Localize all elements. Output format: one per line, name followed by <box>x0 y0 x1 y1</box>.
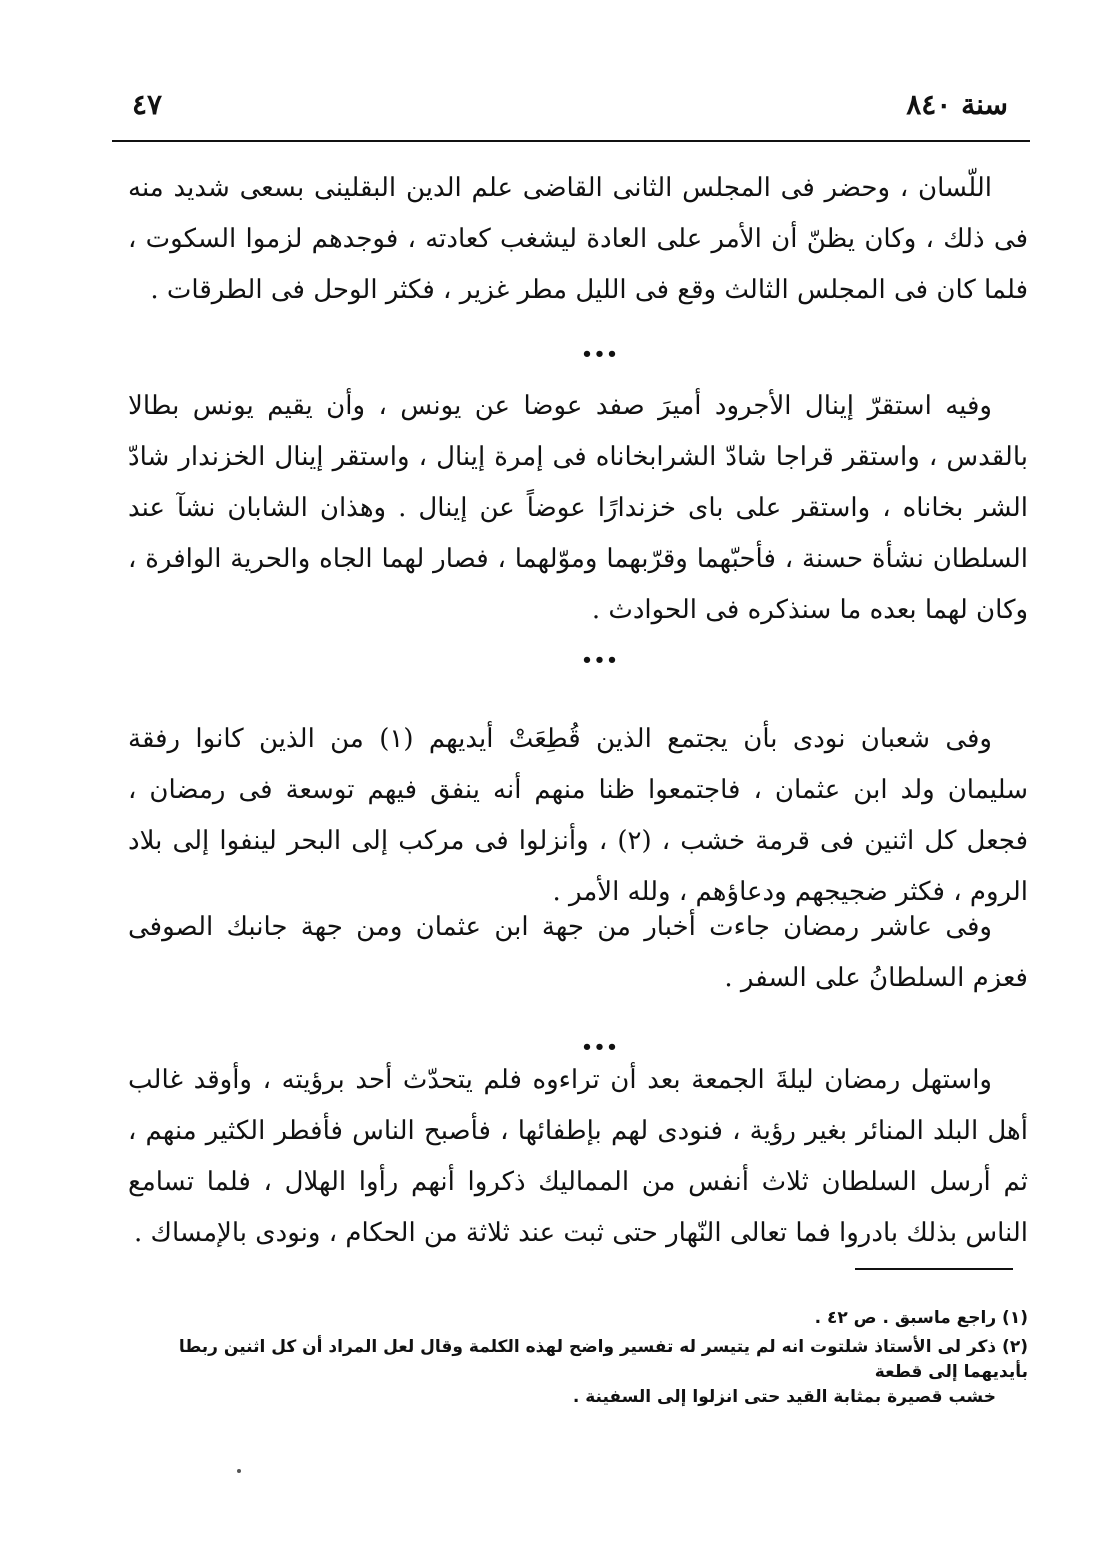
paragraph-2 <box>128 381 1028 636</box>
footnote-2 <box>128 1335 1028 1410</box>
year-label: سنة ٨٤٠ <box>906 88 1008 121</box>
paragraph-5 <box>128 1055 1028 1259</box>
footnote-continuation: خشب قصيرة بمثابة القيد حتى انزلوا إلى السفينة . <box>572 1387 996 1407</box>
section-separator: ••• <box>581 650 619 671</box>
paragraph-4 <box>128 902 1028 1004</box>
footnote-text: (١) راجع ماسبق . ص ٤٢ . <box>814 1308 1028 1328</box>
footnote-divider <box>855 1268 1013 1270</box>
paragraph-1 <box>128 163 1028 316</box>
paragraph-text: وفى عاشر رمضان جاءت أخبار من جهة ابن عثمان ومن جهة جانبك الصوفى فعزم السلطانُ على السفر . <box>128 912 1028 993</box>
section-separator: ••• <box>581 1037 619 1058</box>
paragraph-text: وفيه استقرّ إينال الأجرود أميرَ صفد عوضا عن يونس ، وأن يقيم يونس بطالا بالقدس ، واستقر قراجا شادّ الشرابخاناه فى إمرة إينال ، واستقر إينال الخزندار شادّ الشر بخاناه ، واستقر على باى خزندارًا عوضاً عن إينال . وهذان الشابان نشآ عند السلطان نشأة حسنة ، فأحبّهما وقرّبهما وموّلهما ، فصار لهما الجاه والحرية الوافرة ، وكان لهما بعده ما سنذكره فى الحوادث . <box>128 391 1028 625</box>
footnote-1 <box>128 1306 1028 1331</box>
paragraph-text: اللّسان ، وحضر فى المجلس الثانى القاضى علم الدين البقلينى بسعى شديد منه فى ذلك ، وكان يظنّ أن الأمر على العادة ليشغب كعادته ، فوجدهم لزموا السكوت ، فلما كان فى المجلس الثالث وقع فى الليل مطر غزير ، فكثر الوحل فى الطرقات . <box>128 173 1028 305</box>
scan-speck <box>237 1469 241 1473</box>
paragraph-text: وفى شعبان نودى بأن يجتمع الذين قُطِعَتْ أيديهم (١) من الذين كانوا رفقة سليمان ولد ابن عثمان ، فاجتمعوا ظنا منهم أنه ينفق فيهم توسعة فى رمضان ، فجعل كل اثنين فى قرمة خشب ، (٢) ، وأنزلوا فى مركب إلى البحر لينفوا إلى بلاد الروم ، فكثر ضجيجهم ودعاؤهم ، ولله الأمر . <box>128 724 1028 907</box>
page-number: ٤٧ <box>132 88 163 121</box>
paragraph-text: واستهل رمضان ليلةَ الجمعة بعد أن تراءوه فلم يتحدّث أحد برؤيته ، وأوقد غالب أهل البلد المنائر بغير رؤية ، فنودى لهم بإطفائها ، فأصبح الناس فأفطر الكثير منهم ، ثم أرسل السلطان ثلاث أنفس من المماليك ذكروا أنهم رأوا الهلال ، فلما تسامع الناس بذلك بادروا فما تعالى النّهار حتى ثبت عند ثلاثة من الحكام ، ونودى بالإمساك . <box>128 1065 1028 1248</box>
header-divider <box>112 140 1030 142</box>
paragraph-3 <box>128 714 1028 918</box>
footnote-text: (٢) ذكر لى الأستاذ شلتوت انه لم يتيسر له تفسير واضح لهذه الكلمة وقال لعل المراد أن كل اثنين ربطا بأيديهما إلى قطعة <box>178 1337 1028 1382</box>
running-header <box>128 88 1008 128</box>
section-separator: ••• <box>581 344 619 365</box>
